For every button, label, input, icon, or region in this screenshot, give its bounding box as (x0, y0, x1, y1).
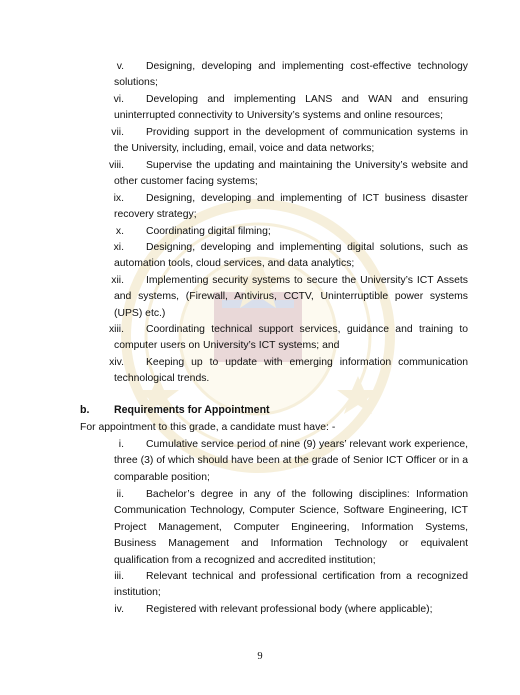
list-item-number: xii. (111, 275, 124, 286)
list-item (111, 273, 468, 322)
list-item-number: ix. (113, 193, 124, 204)
list-item-text: Relevant technical and professional certification from a recognized institution; (114, 571, 468, 599)
section-intro: For appointment to this grade, a candidate must have: - (80, 422, 336, 433)
list-item-text: Registered with relevant professional body (where applicable); (146, 604, 433, 615)
list-item (114, 240, 468, 273)
list-item-number: viii. (108, 160, 124, 171)
list-item-text: Designing, developing and implementing of ICT business disaster recovery strategy; (114, 193, 468, 221)
list-item (111, 125, 468, 158)
list-item (114, 191, 468, 224)
list-item (114, 92, 468, 125)
list-item-text: Coordinating digital filming; (146, 226, 271, 237)
section-heading: Requirements for Appointment (114, 404, 270, 416)
list-item (114, 224, 468, 240)
list-item (109, 355, 468, 388)
list-item-text: Providing support in the development of communication systems in the University, including, email, voice and data networks; (114, 127, 468, 155)
list-item-text: Implementing security systems to secure the University’s ICT Assets and systems, (Firewall, Antivirus, CCTV, Uninterruptible power systems (UPS) etc.) (114, 275, 468, 319)
list-item-number: v. (116, 61, 124, 72)
list-item (114, 569, 468, 602)
list-item-number: xi. (113, 242, 124, 253)
list-item-number: vi. (113, 94, 124, 105)
list-item-text: Keeping up to update with emerging information communication technological trends. (114, 357, 468, 385)
list-item (114, 437, 468, 486)
list-item (114, 602, 468, 618)
list-item-text: Cumulative service period of nine (9) years’ relevant work experience, three (3) of which should have been at the grade of Senior ICT Officer or in a comparable position; (114, 439, 468, 483)
list-item-number: xiii. (108, 324, 124, 335)
list-item (108, 158, 468, 191)
list-item-number: x. (115, 226, 124, 237)
list-item-text: Designing, developing and implementing digital solutions, such as automation tools, cloud services, and data analytics; (114, 242, 468, 270)
list-item-text: Developing and implementing LANS and WAN and ensuring uninterrupted connectivity to University’s systems and online resources; (114, 94, 468, 122)
list-item-text: Supervise the updating and maintaining the University’s website and other customer facing systems; (114, 160, 468, 188)
list-item-number: iv. (114, 604, 124, 615)
page-number: 9 (257, 651, 263, 662)
list-item-number: iii. (114, 571, 124, 582)
list-item-text: Coordinating technical support services, guidance and training to computer users on University’s ICT systems; and (114, 324, 468, 352)
section-letter: b. (80, 404, 90, 416)
list-item (114, 59, 468, 92)
list-item (114, 487, 468, 569)
list-item-number: ii. (116, 489, 124, 500)
list-item-number: i. (118, 439, 124, 450)
list-item-number: vii. (111, 127, 124, 138)
list-item-text: Bachelor’s degree in any of the following disciplines: Information Communication Technology, Computer Science, Software Engineering, ICT Project Management, Computer Engineering, Information Systems, Business Management and Information Technology or equivalent qualification from a recognized and accredited institution; (114, 489, 468, 566)
list-item-text: Designing, developing and implementing cost-effective technology solutions; (114, 61, 468, 89)
list-item (108, 322, 468, 355)
list-item-number: xiv. (109, 357, 124, 368)
